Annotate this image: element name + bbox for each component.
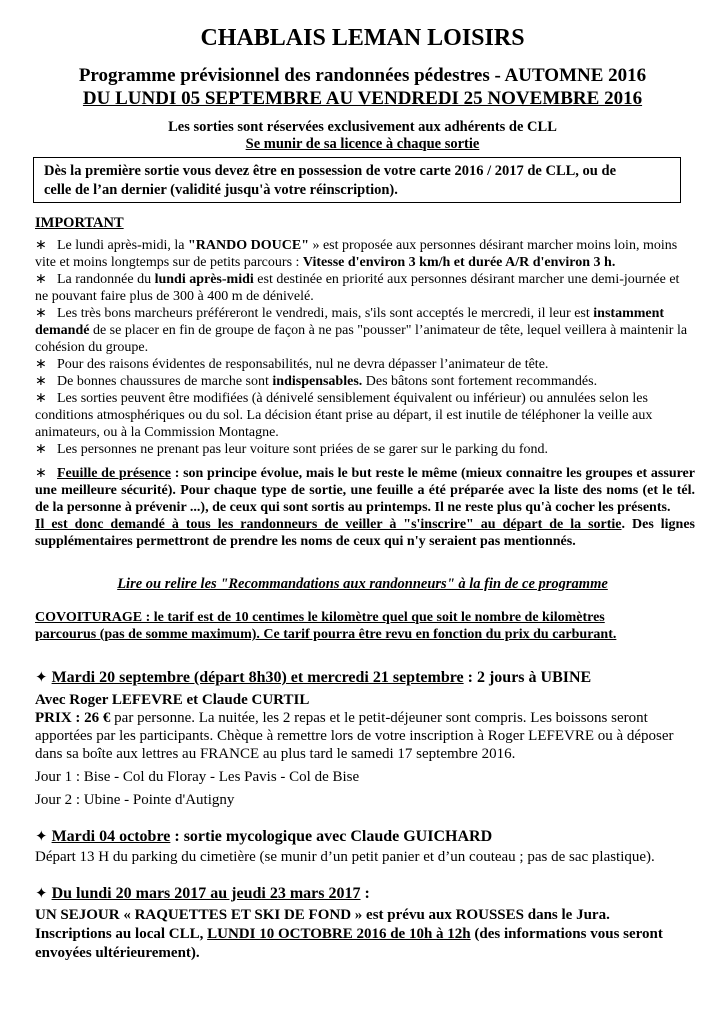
asterisk-bullet-icon: ∗	[35, 373, 47, 389]
rule-item: ∗ Les très bons marcheurs préféreront le vendredi, mais, s'ils sont acceptés le mercredi, il leur est instamment demandé de se placer en fin de groupe de façon à ne pas "pousser" l’animateur de tête, lequel veillera à maintenir la cohésion du groupe.	[35, 305, 688, 355]
event-day-2: Jour 2 : Ubine - Pointe d'Autigny	[35, 792, 235, 808]
programme-title: Programme prévisionnel des randonnées pédestres - AUTOMNE 2016	[78, 65, 647, 86]
four-pointed-star-icon: ✦	[35, 827, 48, 845]
asterisk-bullet-icon: ∗	[35, 271, 47, 287]
rule-item: ∗ Les sorties peuvent être modifiées (à dénivelé sensiblement équivalent ou inférieur) ou annulées selon les conditions atmosphériques ou du sol. La décision étant prise au départ, il est inutile de téléphoner la veille aux animateurs, ou à la Commission Montagne.	[35, 390, 653, 440]
event-rousses-details: UN SEJOUR « RAQUETTES ET SKI DE FOND » est prévu aux ROUSSES dans le Jura. Inscriptions au local CLL, LUNDI 10 OCTOBRE 2016 de 10h à 12h (des informations vous seront envoyées ultérieurement).	[35, 907, 663, 961]
carpool-note: COVOITURAGE : le tarif est de 10 centimes le kilomètre quel que soit le nombre de kilomètres parcourus (pas de somme maximum). Ce tarif pourra être revu en fonction du prix du carburant.	[35, 610, 617, 642]
recommendations-note: Lire ou relire les "Recommandations aux randonneurs" à la fin de ce programme	[117, 576, 608, 592]
four-pointed-star-icon: ✦	[35, 884, 48, 902]
event-ubine-details	[35, 691, 690, 809]
rule-item: ∗ Pour des raisons évidentes de responsabilités, nul ne devra dépasser l’animateur de tête.	[35, 356, 549, 372]
licence-note: Se munir de sa licence à chaque sortie	[245, 136, 480, 152]
rule-item: ∗ Le lundi après-midi, la "RANDO DOUCE" » est proposée aux personnes désirant marcher moins loin, moins vite et moins longtemps sur de petits parcours : Vitesse d'environ 3 km/h et durée A/R d'environ 3 h.	[35, 237, 678, 270]
rule-item: ∗ La randonnée du lundi après-midi est destinée en priorité aux personnes désirant marcher une demi-journée et ne pouvant faire plus de 300 à 400 m de dénivelé.	[35, 271, 680, 304]
notice-line-2: celle de l’an dernier (validité jusqu'à votre réinscription).	[44, 182, 398, 198]
date-range: DU LUNDI 05 SEPTEMBRE AU VENDREDI 25 NOVEMBRE 2016	[82, 88, 643, 109]
asterisk-bullet-icon: ∗	[35, 465, 47, 481]
membership-card-notice	[33, 157, 681, 203]
reserved-note: Les sorties sont réservées exclusivement aux adhérents de CLL	[168, 119, 557, 135]
event-mycology-details: Départ 13 H du parking du cimetière (se munir d’un petit panier et d’un couteau ; pas de sac plastique).	[35, 849, 655, 865]
rule-item: ∗ De bonnes chaussures de marche sont indispensables. Des bâtons sont fortement recommandés.	[35, 373, 598, 389]
asterisk-bullet-icon: ∗	[35, 356, 47, 372]
event-mycology-title: ✦ Mardi 04 octobre : sortie mycologique avec Claude GUICHARD	[35, 827, 493, 845]
feuille-label: Feuille de présence	[57, 466, 171, 481]
important-heading: IMPORTANT	[35, 215, 124, 231]
event-rousses-title: ✦ Du lundi 20 mars 2017 au jeudi 23 mars 2017 :	[35, 884, 370, 902]
event-ubine-title: ✦ Mardi 20 septembre (départ 8h30) et mercredi 21 septembre : 2 jours à UBINE	[35, 668, 592, 686]
asterisk-bullet-icon: ∗	[35, 441, 47, 457]
attendance-sheet-paragraph: ∗ Feuille de présence : son principe évolue, mais le but reste le même (mieux connaitre les groupes et assurer une meilleure sécurité). Pour chaque type de sortie, une feuille a été préparée avec la liste des noms (et le tél. de la personne à prévenir ...), de ceux qui sont sortis au printemps. Il ne reste plus qu'à cocher les présents. Il est donc demandé à tous les randonneurs de veiller à "s'inscrire" au départ de la sortie. Des lignes supplémentaires permettront de prendre les noms de ceux qui n'y seraient pas mentionnés.	[35, 465, 696, 549]
important-rules-list	[35, 237, 695, 458]
asterisk-bullet-icon: ∗	[35, 237, 47, 253]
event-day-1: Jour 1 : Bise - Col du Floray - Les Pavis - Col de Bise	[35, 769, 360, 785]
event-leaders: Avec Roger LEFEVRE et Claude CURTIL	[35, 692, 310, 708]
asterisk-bullet-icon: ∗	[35, 305, 47, 321]
rule-item: ∗ Les personnes ne prenant pas leur voiture sont priées de se garer sur le parking du fond.	[35, 441, 549, 457]
feuille-instruction: Il est donc demandé à tous les randonneurs de veiller à "s'inscrire" au départ de la sortie	[35, 517, 622, 532]
event-price: PRIX : 26 € par personne. La nuitée, les 2 repas et le petit-déjeuner sont compris. Les boissons seront apportées par les participants. Chèque à remettre lors de votre inscription à Roger LEFEVRE ou à déposer dans sa boîte aux lettres au FRANCE au plus tard le samedi 17 septembre 2016.	[35, 710, 674, 762]
asterisk-bullet-icon: ∗	[35, 390, 47, 406]
four-pointed-star-icon: ✦	[35, 668, 48, 686]
notice-line-1: Dès la première sortie vous devez être en possession de votre carte 2016 / 2017 de CLL, ou de	[44, 163, 616, 179]
club-name-heading: CHABLAIS LEMAN LOISIRS	[200, 25, 525, 51]
